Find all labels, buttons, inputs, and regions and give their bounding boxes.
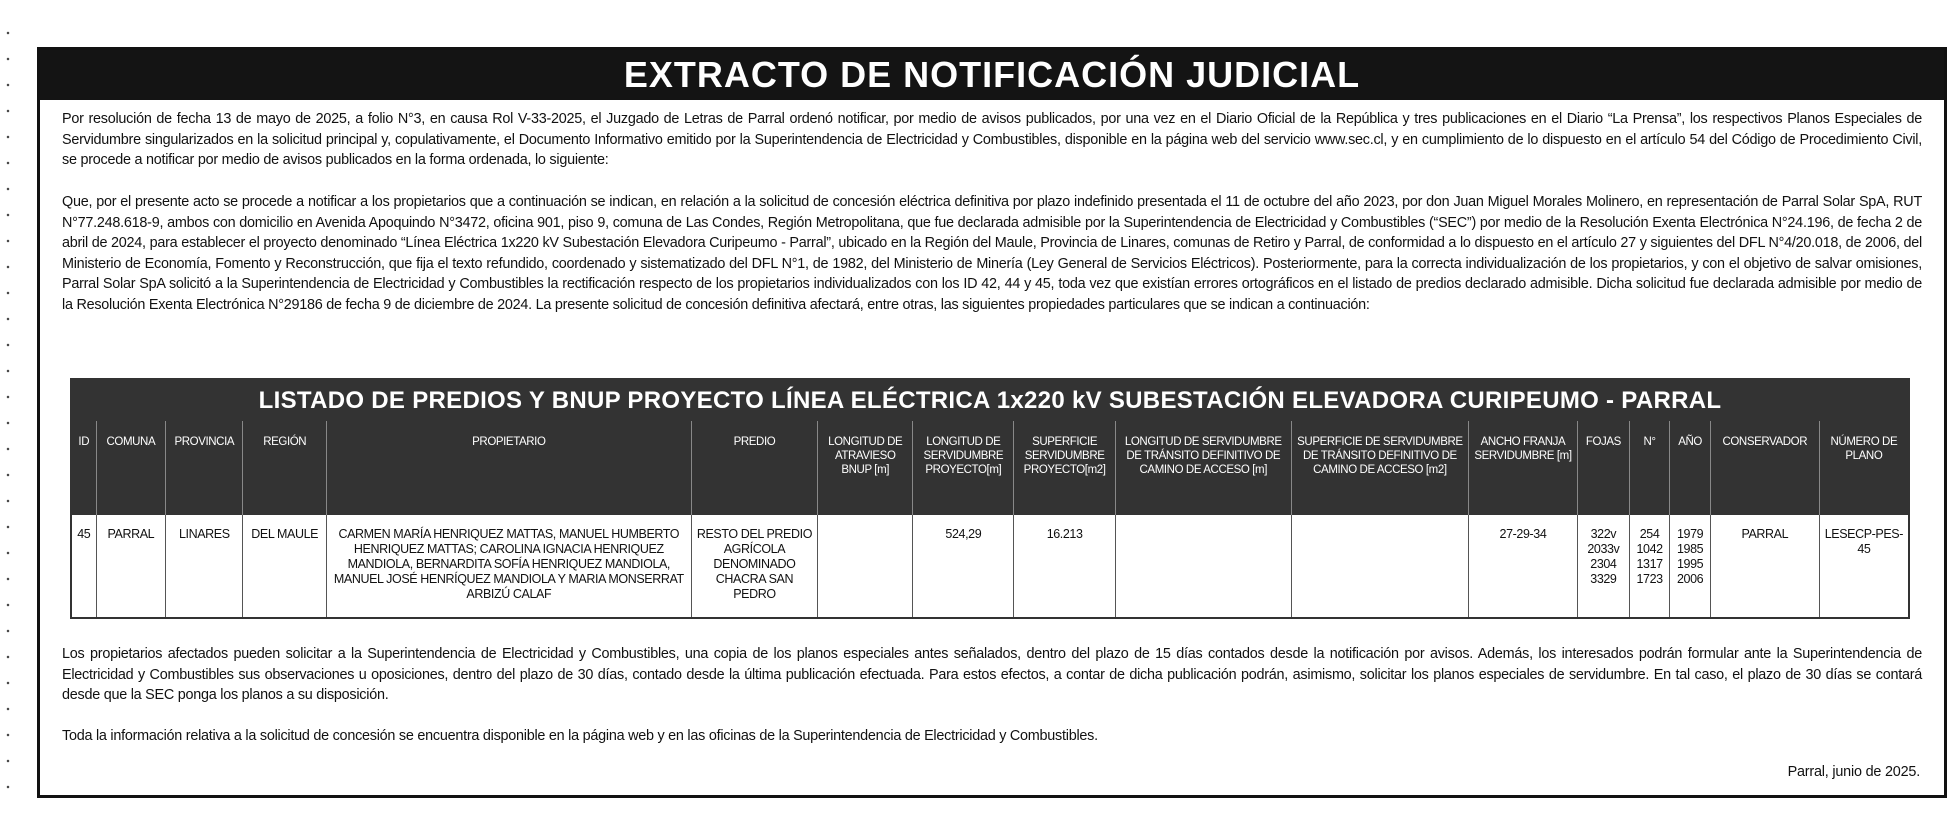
fojas-value: 3329 <box>1590 572 1617 586</box>
cell-region: DEL MAULE <box>243 515 327 617</box>
col-longitud-servidumbre: LONGITUD DE SERVIDUMBRE PROYECTO[m] <box>913 421 1014 515</box>
cell-superficie-servidumbre: 16.213 <box>1014 515 1115 617</box>
col-predio: PREDIO <box>691 421 818 515</box>
table-title: LISTADO DE PREDIOS Y BNUP PROYECTO LÍNEA ELÉCTRICA 1x220 kV SUBESTACIÓN ELEVADORA CURIPEUMO - PARRAL <box>72 380 1908 421</box>
numero-value: 1723 <box>1636 572 1663 586</box>
fojas-value: 2304 <box>1590 557 1617 571</box>
cell-numero <box>1629 515 1670 617</box>
col-numero-plano: NÚMERO DE PLANO <box>1819 421 1908 515</box>
anio-value: 2006 <box>1676 572 1704 586</box>
col-provincia: PROVINCIA <box>166 421 243 515</box>
notification-paragraph: Que, por el presente acto se procede a notificar a los propietarios que a continuación se indican, en relación a la solicitud de concesión eléctrica definitiva por plazo indefinido presentada el 11 de octubre del año 2023, por don Juan Miguel Morales Molinero, en representación de Parral Solar SpA, RUT N°77.248.618-9, ambos con domicilio en Avenida Apoquindo N°3472, oficina 901, piso 9, comuna de Las Condes, Región Metropolitana, que fue declarada admisible por la Superintendencia de Electricidad y Combustibles (“SEC”) por medio de la Resolución Exenta Electrónica N°24.196, de fecha 2 de abril de 2024, para establecer el proyecto denominado “Línea Eléctrica 1x220 kV Subestación Elevadora Curipeumo - Parral”, ubicado en la Región del Maule, Provincia de Linares, comunas de Retiro y Parral, de conformidad a lo dispuesto en el artículo 27 y siguientes del DFL N°4/20.018, de 2006, del Ministerio de Economía, Fomento y Reconstrucción, que fija el texto refundido, coordenado y sistematizado del DFL N°1, de 1982, del Ministerio de Minería (Ley General de Servicios Eléctricos). Posteriormente, para la correcta individualización de los propietarios, y con el objetivo de salvar omisiones, Parral Solar SpA solicitó a la Superintendencia de Electricidad y Combustibles la rectificación respecto de los propietarios individualizados con los ID 42, 44 y 45, toda vez que existían errores ortográficos en el listado de predios declarado admisible. Dicha solicitud fue declarada admisible por medio de la Resolución Exenta Electrónica N°29186 de fecha 9 de diciembre de 2024. La presente solicitud de concesión definitiva afectará, entre otras, las siguientes propiedades particulares que se indican a continuación: <box>62 194 1922 313</box>
cell-anio <box>1670 515 1711 617</box>
numero-value: 1317 <box>1636 557 1663 571</box>
col-region: REGIÓN <box>243 421 327 515</box>
page-edge-marks <box>6 20 10 800</box>
col-numero: N° <box>1629 421 1670 515</box>
cell-longitud-atravieso <box>818 515 913 617</box>
cell-fojas <box>1577 515 1629 617</box>
col-comuna: COMUNA <box>96 421 166 515</box>
cell-id: 45 <box>77 527 91 541</box>
judicial-notice <box>37 47 1947 798</box>
numero-value: 1042 <box>1636 542 1663 556</box>
cell-comuna: PARRAL <box>96 515 166 617</box>
cell-ancho-franja: 27-29-34 <box>1469 515 1578 617</box>
cell-longitud-servidumbre: 524,29 <box>913 515 1014 617</box>
col-longitud-transito: LONGITUD DE SERVIDUMBRE DE TRÁNSITO DEFINITIVO DE CAMINO DE ACCESO [m] <box>1115 421 1291 515</box>
cell-numero-plano: LESECP-PES-45 <box>1819 515 1908 617</box>
information-paragraph: Toda la información relativa a la solicitud de concesión se encuentra disponible en la página web y en las oficinas de la Superintendencia de Electricidad y Combustibles. <box>62 728 1098 744</box>
signoff: Parral, junio de 2025. <box>1787 764 1920 780</box>
col-superficie-transito: SUPERFICIE DE SERVIDUMBRE DE TRÁNSITO DEFINITIVO DE CAMINO DE ACCESO [m2] <box>1291 421 1468 515</box>
anio-value: 1985 <box>1676 542 1704 556</box>
col-conservador: CONSERVADOR <box>1710 421 1819 515</box>
table-header-row <box>72 421 1908 515</box>
fojas-value: 322v <box>1590 527 1617 541</box>
col-propietario: PROPIETARIO <box>326 421 691 515</box>
cell-predio: RESTO DEL PREDIO AGRÍCOLA DENOMINADO CHACRA SAN PEDRO <box>691 515 818 617</box>
properties-table <box>70 378 1910 619</box>
rights-paragraph: Los propietarios afectados pueden solicitar a la Superintendencia de Electricidad y Combustibles, una copia de los planos especiales antes señalados, dentro del plazo de 15 días contados desde la notificación por avisos. Además, los interesados podrán formular ante la Superintendencia de Electricidad y Combustibles sus observaciones u oposiciones, dentro del plazo de 30 días, contado desde la última publicación efectuada. Para estos efectos, a contar de dicha publicación podrán, asimismo, solicitar los planos especiales de servidumbre. En tal caso, el plazo de 30 días se contará desde que la SEC ponga los planos a su disposición. <box>62 646 1922 703</box>
notice-title: EXTRACTO DE NOTIFICACIÓN JUDICIAL <box>623 54 1361 95</box>
col-fojas: FOJAS <box>1577 421 1629 515</box>
cell-propietario: CARMEN MARÍA HENRIQUEZ MATTAS, MANUEL HUMBERTO HENRIQUEZ MATTAS; CAROLINA IGNACIA HENRIQUEZ MANDIOLA, BERNARDITA SOFÍA HENRIQUEZ MANDIOLA, MANUEL JOSÉ HENRÍQUEZ MANDIOLA Y MARIA MONSERRAT ARBIZÚ CALAF <box>326 515 691 617</box>
anio-value: 1979 <box>1676 527 1704 541</box>
table-row <box>72 515 1908 617</box>
col-ancho-franja: ANCHO FRANJA SERVIDUMBRE [m] <box>1469 421 1578 515</box>
col-id: ID <box>72 421 96 515</box>
title-bar <box>40 50 1944 100</box>
cell-provincia: LINARES <box>166 515 243 617</box>
col-longitud-atravieso: LONGITUD DE ATRAVIESO BNUP [m] <box>818 421 913 515</box>
cell-conservador: PARRAL <box>1710 515 1819 617</box>
cell-superficie-transito <box>1291 515 1468 617</box>
anio-value: 1995 <box>1676 557 1704 571</box>
col-anio: AÑO <box>1670 421 1711 515</box>
col-superficie-servidumbre: SUPERFICIE SERVIDUMBRE PROYECTO[m2] <box>1014 421 1115 515</box>
intro-paragraph: Por resolución de fecha 13 de mayo de 2025, a folio N°3, en causa Rol V-33-2025, el Juzgado de Letras de Parral ordenó notificar, por medio de avisos publicados, por una vez en el Diario Oficial de la República y tres publicaciones en el Diario “La Prensa”, los respectivos Planos Especiales de Servidumbre singularizados en la solicitud principal y, copulativamente, el Documento Informativo emitido por la Superintendencia de Electricidad y Combustibles, disponible en la página web del servicio www.sec.cl, y en cumplimiento de lo dispuesto en el artículo 54 del Código de Procedimiento Civil, se procede a notificar por medio de avisos publicados en la forma ordenada, lo siguiente: <box>62 111 1922 168</box>
cell-longitud-transito <box>1115 515 1291 617</box>
numero-value: 254 <box>1639 527 1660 541</box>
fojas-value: 2033v <box>1587 542 1620 556</box>
